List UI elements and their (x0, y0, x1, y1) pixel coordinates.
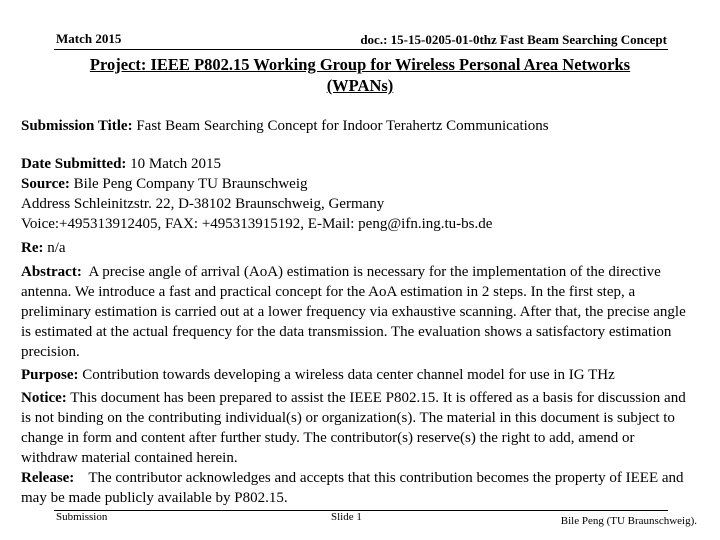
footer-slide-number: Slide 1 (331, 511, 362, 523)
abstract-value: A precise angle of arrival (AoA) estimation is necessary for the implementation of the directive antenna. We introduce a fast and practical concept for the AoA estimation in 2 steps. In the first step, a preliminary estimation is carried out at a lower frequency via exhaustive scanning. After that, the precise angle is estimated at the actual frequency for the data transmission. The evaluation shows a satisfactory estimation precision. (21, 264, 686, 360)
purpose-label: Purpose: (21, 367, 79, 383)
date-label: Date Submitted: (21, 156, 127, 172)
release (21, 468, 691, 508)
re-value: n/a (47, 240, 66, 256)
footer-author: Bile Peng (TU Braunschweig). (560, 515, 697, 527)
release-value: The contributor acknowledges and accepts that this contribution becomes the property of IEEE and may be made publicly available by P802.15. (21, 470, 684, 506)
contact-info: Voice:+495313912405, FAX: +495313915192, E-Mail: peng@ifn.ing.tu-bs.de (21, 216, 493, 232)
project-title-line1: Project: IEEE P802.15 Working Group for Wireless Personal Area Networks (89, 55, 631, 74)
source-label: Source: (21, 176, 70, 192)
abstract (21, 262, 691, 362)
footer-submission: Submission (56, 511, 108, 523)
source-value: Bile Peng Company TU Braunschweig (73, 176, 308, 192)
document-body (21, 116, 691, 508)
release-label: Release: (21, 470, 75, 486)
date-submitted (21, 154, 691, 174)
header-doc-id: doc.: 15-15-0205-01-0thz Fast Beam Searching Concept (360, 32, 667, 47)
project-title (40, 54, 680, 96)
notice (21, 388, 691, 468)
notice-label: Notice: (21, 390, 67, 406)
header-date: Match 2015 (56, 31, 122, 46)
re-label: Re: (21, 240, 44, 256)
spacer (21, 136, 691, 154)
notice-value: This document has been prepared to assist the IEEE P802.15. It is offered as a basis for discussion and is not binding on the contributing individual(s) or organization(s). The material in this document is subject to change in form and content after further study. The contributor(s) reserve(s) the right to add, amend or withdraw material contained herein. (21, 390, 686, 466)
source (21, 174, 691, 194)
purpose (21, 365, 691, 385)
date-value: 10 Match 2015 (130, 156, 221, 172)
purpose-value: Contribution towards developing a wireless data center channel model for use in IG THz (82, 367, 615, 383)
address: Address Schleinitzstr. 22, D-38102 Braunschweig, Germany (21, 196, 385, 212)
project-title-line2: (WPANs) (326, 76, 394, 95)
submission-title (21, 116, 691, 136)
abstract-label: Abstract: (21, 264, 82, 280)
submission-title-label: Submission Title: (21, 118, 133, 134)
re-line (21, 238, 691, 258)
submission-title-value: Fast Beam Searching Concept for Indoor Terahertz Communications (136, 118, 549, 134)
header-divider (54, 49, 668, 50)
